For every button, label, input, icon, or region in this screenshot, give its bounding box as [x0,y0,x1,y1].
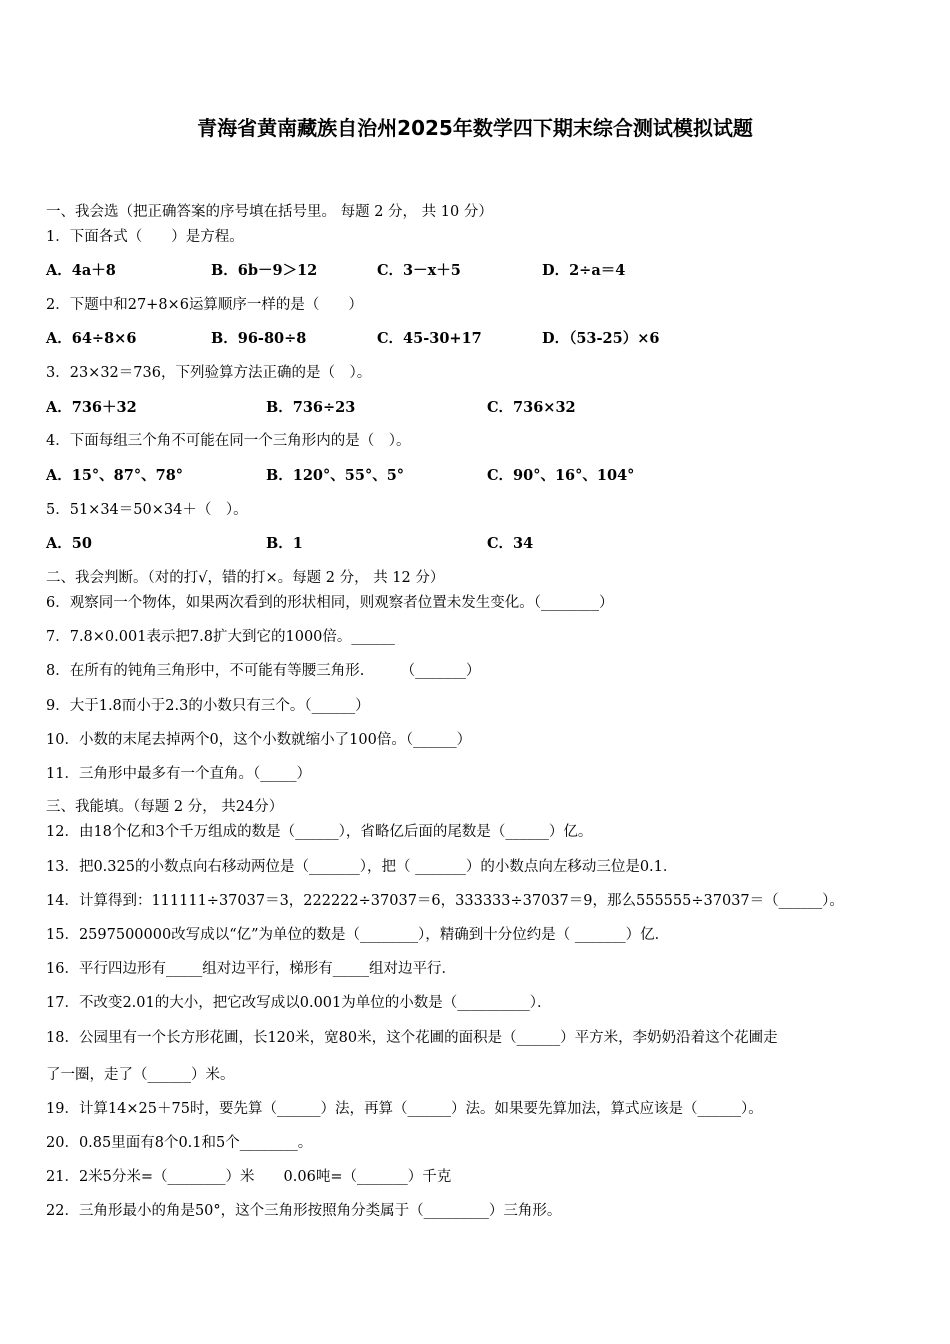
question-2: 2．下题中和27+8×6运算顺序一样的是（ ） [46,297,363,313]
question-11: 11．三角形中最多有一个直角。（_____） [46,766,311,782]
question-21: 21．2米5分米=（________）米 0.06吨=（_______）千克 [46,1169,452,1185]
q4-option-a: A．15°、87°、78° [46,467,184,484]
question-10: 10．小数的末尾去掉两个0，这个小数就缩小了100倍。（______） [46,732,472,748]
section-heading-2: 二、我会判断。（对的打√，错的打×。每题 2 分， 共 12 分） [46,570,445,586]
page-title: 青海省黄南藏族自治州2025年数学四下期末综合测试模拟试题 [197,116,753,140]
q1-option-d: D．2÷a＝4 [542,262,626,279]
question-15: 15．2597500000改写成以“亿”为单位的数是（________），精确到十分位约是（ _______）亿． [46,927,670,943]
question-3: 3．23×32＝736，下列验算方法正确的是（ ）。 [46,365,372,381]
q2-option-c: C．45-30+17 [377,330,482,347]
question-12: 12．由18个亿和3个千万组成的数是（______），省略亿后面的尾数是（______）亿。 [46,824,593,840]
question-4: 4．下面每组三个角不可能在同一个三角形内的是（ ）。 [46,433,411,449]
question-20: 20．0.85里面有8个0.1和5个________。 [46,1135,313,1151]
question-7: 7．7.8×0.001表示把7.8扩大到它的1000倍。______ [46,629,395,645]
q2-option-d: D．（53-25）×6 [542,330,660,347]
question-22: 22．三角形最小的角是50°，这个三角形按照角分类属于（_________）三角形。 [46,1203,562,1219]
q5-option-b: B．1 [266,535,303,552]
q4-option-c: C．90°、16°、104° [487,467,635,484]
question-13: 13．把0.325的小数点向右移动两位是（_______），把（ _______）的小数点向左移动三位是0.1． [46,859,678,875]
section-heading-3: 三、我能填。（每题 2 分， 共24分） [46,799,284,815]
q2-option-b: B．96-80÷8 [211,330,307,347]
question-18-line-1: 18．公园里有一个长方形花圃，长120米，宽80米，这个花圃的面积是（______）平方米，李奶奶沿着这个花圃走 [46,1030,778,1046]
question-5: 5．51×34＝50×34＋（ ）。 [46,502,248,518]
question-14: 14．计算得到：111111÷37037＝3，222222÷37037＝6，333333÷37037＝9，那么555555÷37037＝（______）。 [46,893,844,909]
q1-option-c: C．3－x＋5 [377,262,461,279]
question-16: 16．平行四边形有_____组对边平行，梯形有_____组对边平行． [46,961,456,977]
q1-option-a: A．4a＋8 [46,262,116,279]
q3-option-b: B．736÷23 [266,399,356,416]
q4-option-b: B．120°、55°、5° [266,467,405,484]
question-8: 8．在所有的钝角三角形中，不可能有等腰三角形. （_______） [46,663,481,679]
question-19: 19．计算14×25＋75时，要先算（______）法，再算（______）法。如果要先算加法，算式应该是（______）。 [46,1101,763,1117]
section-heading-1: 一、我会选（把正确答案的序号填在括号里。 每题 2 分， 共 10 分） [46,204,493,220]
question-18-line-2: 了一圈，走了（______）米。 [46,1067,235,1083]
q5-option-c: C．34 [487,535,534,552]
q2-option-a: A．64÷8×6 [46,330,137,347]
q5-option-a: A．50 [46,535,92,552]
question-6: 6．观察同一个物体，如果两次看到的形状相同，则观察者位置未发生变化。（________） [46,595,614,611]
question-1: 1．下面各式（ ）是方程。 [46,229,244,245]
q3-option-a: A．736＋32 [46,399,137,416]
question-17: 17．不改变2.01的大小，把它改写成以0.001为单位的小数是（__________）． [46,995,552,1011]
q3-option-c: C．736×32 [487,399,576,416]
q1-option-b: B．6b－9＞12 [211,262,318,279]
question-9: 9．大于1.8而小于2.3的小数只有三个。（______） [46,698,370,714]
